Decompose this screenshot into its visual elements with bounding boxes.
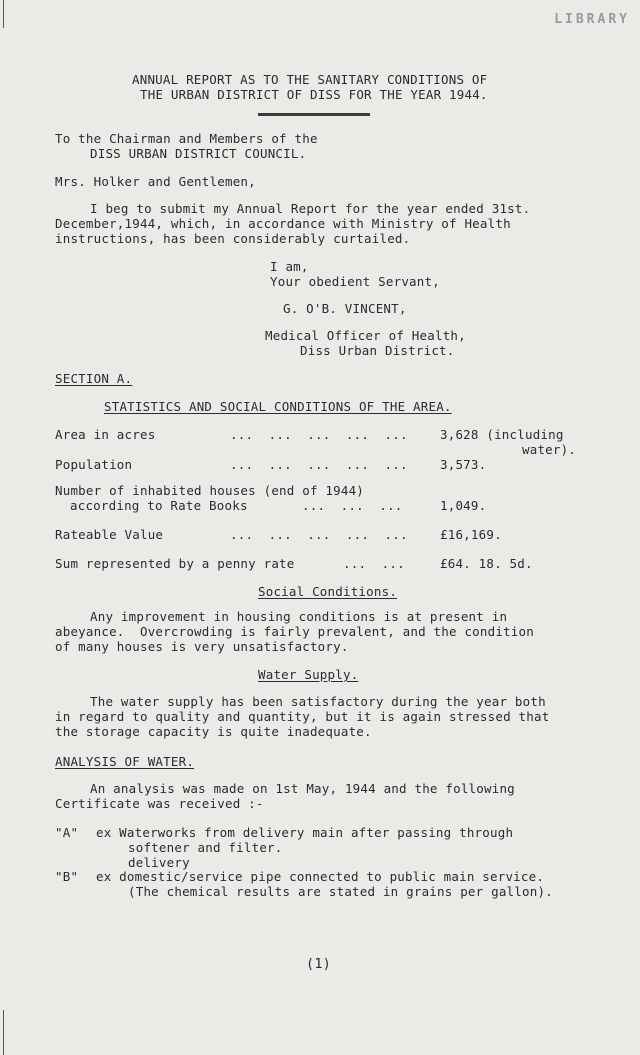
water-line-3: the storage capacity is quite inadequate.	[55, 724, 372, 739]
stat-value: £64. 18. 5d.	[440, 556, 533, 571]
sample-a-key: "A"	[55, 825, 79, 840]
title-rule	[258, 113, 370, 116]
stats-heading: STATISTICS AND SOCIAL CONDITIONS OF THE AREA.	[104, 399, 452, 414]
signoff-role-2: Diss Urban District.	[300, 343, 455, 358]
stat-value-cont: water).	[522, 442, 577, 457]
stat-label: Number of inhabited houses (end of 1944)	[55, 483, 365, 498]
title-line-2: THE URBAN DISTRICT OF DISS FOR THE YEAR 1944.	[140, 87, 488, 102]
sample-b-insertion: delivery	[128, 855, 190, 870]
stat-leader: ... ... ... ... ...	[230, 457, 408, 472]
stat-value: 3,573.	[440, 457, 487, 472]
sample-a-line-1: ex Waterworks from delivery main after passing through	[96, 825, 514, 840]
section-heading: SECTION A.	[55, 371, 133, 386]
signoff-name: G. O'B. VINCENT,	[283, 301, 407, 316]
sample-b-line-2: (The chemical results are stated in grains per gallon).	[128, 884, 553, 899]
stat-value: £16,169.	[440, 527, 502, 542]
water-line-1: The water supply has been satisfactory during the year both	[90, 694, 546, 709]
stat-leader: ... ... ...	[302, 498, 403, 513]
social-heading: Social Conditions.	[258, 584, 398, 599]
stat-leader: ... ...	[343, 556, 405, 571]
sample-a-line-2: softener and filter.	[128, 840, 283, 855]
address-line-1: To the Chairman and Members of the	[55, 131, 318, 146]
stat-label: Sum represented by a penny rate	[55, 556, 295, 571]
intro-line-2: December,1944, which, in accordance with Ministry of Health	[55, 216, 511, 231]
title-line-1: ANNUAL REPORT AS TO THE SANITARY CONDITIONS OF	[132, 72, 488, 87]
stat-label: Population	[55, 457, 133, 472]
intro-line-3: instructions, has been considerably curtailed.	[55, 231, 411, 246]
sample-b-key: "B"	[55, 869, 79, 884]
address-line-2: DISS URBAN DISTRICT COUNCIL.	[90, 146, 307, 161]
stat-label: Rateable Value	[55, 527, 164, 542]
signoff-role-1: Medical Officer of Health,	[265, 328, 466, 343]
water-supply-heading: Water Supply.	[258, 667, 359, 682]
page-number: (1)	[306, 956, 331, 972]
page-edge-mark	[3, 0, 4, 28]
stat-leader: ... ... ... ... ...	[230, 427, 408, 442]
sample-b-line-1: ex domestic/service pipe connected to public main service.	[96, 869, 545, 884]
stat-label-cont: according to Rate Books	[70, 498, 248, 513]
social-line-3: of many houses is very unsatisfactory.	[55, 639, 349, 654]
intro-line-1: I beg to submit my Annual Report for the year ended 31st.	[90, 201, 531, 216]
stat-leader: ... ... ... ... ...	[230, 527, 408, 542]
analysis-line-1: An analysis was made on 1st May, 1944 and the following	[90, 781, 515, 796]
stat-value: 3,628 (including	[440, 427, 564, 442]
signoff-line-1: I am,	[270, 259, 309, 274]
social-line-1: Any improvement in housing conditions is at present in	[90, 609, 508, 624]
salutation: Mrs. Holker and Gentlemen,	[55, 174, 256, 189]
stat-label: Area in acres	[55, 427, 156, 442]
stat-value: 1,049.	[440, 498, 487, 513]
analysis-heading: ANALYSIS OF WATER.	[55, 754, 195, 769]
social-line-2: abeyance. Overcrowding is fairly prevalent, and the condition	[55, 624, 534, 639]
library-stamp: LIBRARY	[554, 12, 630, 27]
water-line-2: in regard to quality and quantity, but it is again stressed that	[55, 709, 550, 724]
signoff-line-2: Your obedient Servant,	[270, 274, 440, 289]
analysis-line-2: Certificate was received :-	[55, 796, 264, 811]
page-edge-mark	[3, 1010, 4, 1055]
